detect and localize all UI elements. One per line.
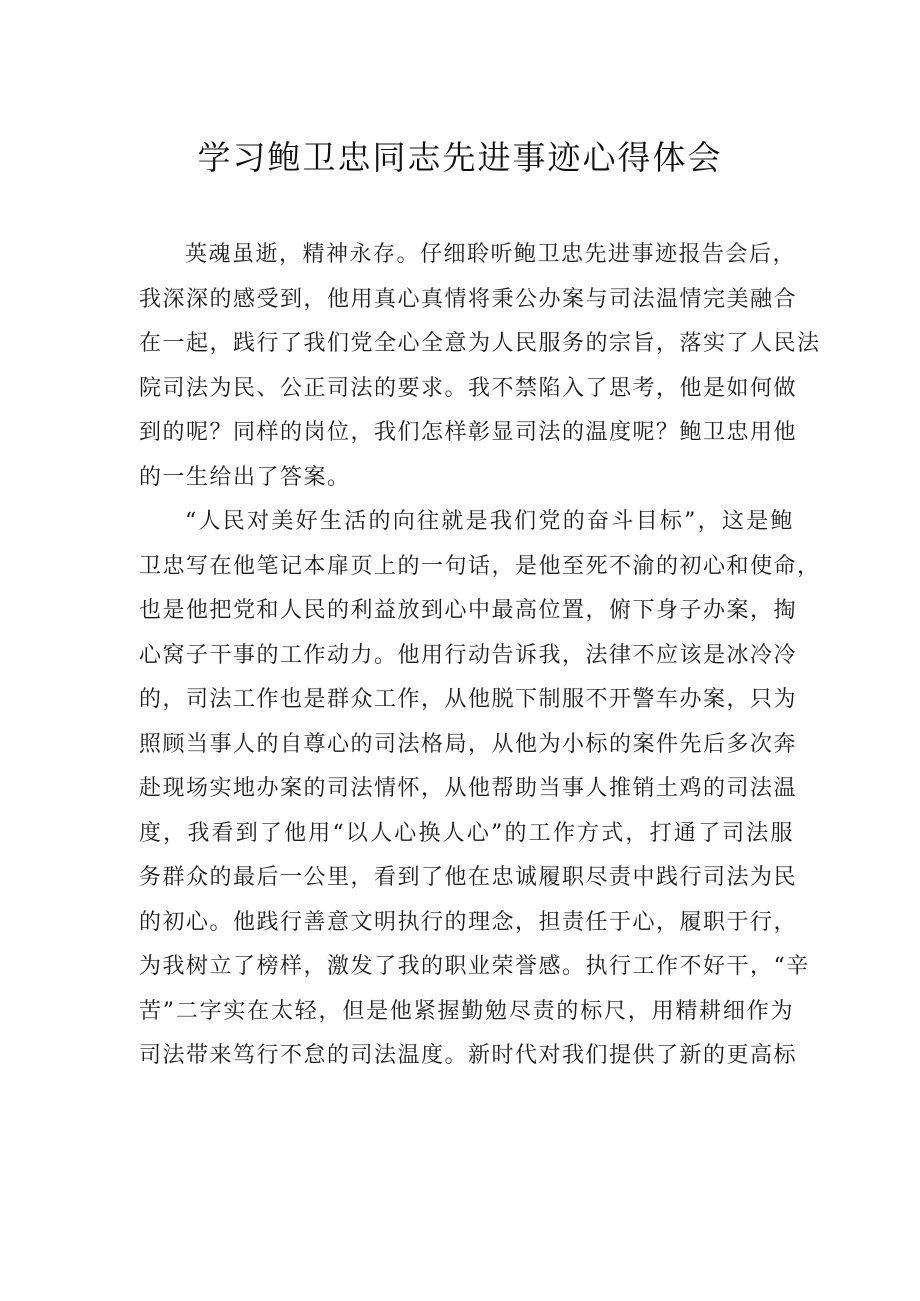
paragraph-2-line: “人民对美好生活的向往就是我们党的奋斗目标”，这是鲍 (185, 509, 794, 534)
paragraph-1-line: 到的呢？同样的岗位，我们怎样彰显司法的温度呢？鲍卫忠用他 (139, 420, 798, 445)
paragraph-2-line: 照顾当事人的自尊心的司法格局，从他为小标的案件先后多次奔 (139, 731, 798, 757)
body-text (139, 233, 821, 1079)
paragraph-2-line: 为我树立了榜样，激发了我的职业荣誉感。执行工作不好干，“辛 (139, 954, 810, 979)
paragraph-2-line: 苦”二字实在太轻，但是他紧握勤勉尽责的标尺，用精耕细作为 (139, 998, 794, 1024)
paragraph-2-line: 司法带来笃行不怠的司法温度。新时代对我们提供了新的更高标 (139, 1043, 798, 1068)
paragraph-1-line: 英魂虽逝，精神永存。仔细聆听鲍卫忠先进事迹报告会后， (185, 242, 797, 267)
paragraph-1-line: 在一起，践行了我们党全心全意为人民服务的宗旨，落实了人民法 (139, 331, 821, 356)
paragraph-2-line: 赴现场实地办案的司法情怀，从他帮助当事人推销土鸡的司法温 (139, 776, 798, 801)
paragraph-2-line: 也是他把党和人民的利益放到心中最高位置，俯下身子办案，掏 (139, 598, 798, 623)
paragraph-2-line: 心窝子干事的工作动力。他用行动告诉我，法律不应该是冰冷冷 (139, 642, 798, 668)
paragraph-2-line: 的，司法工作也是群众工作，从他脱下制服不开警车办案，只为 (139, 687, 798, 712)
paragraph-2-line: 卫忠写在他笔记本扉页上的一句话，是他至死不渝的初心和使命， (139, 553, 821, 579)
paragraph-2-line: 度，我看到了他用“以人心换人心”的工作方式，打通了司法服 (139, 820, 794, 846)
page-title: 学习鲍卫忠同志先进事迹心得体会 (197, 138, 723, 177)
paragraph-2-line: 务群众的最后一公里，看到了他在忠诚履职尽责中践行司法为民 (139, 865, 798, 890)
paragraph-1-line: 我深深的感受到，他用真心真情将秉公办案与司法温情完美融合 (139, 286, 798, 312)
paragraph-1-line: 院司法为民、公正司法的要求。我不禁陷入了思考，他是如何做 (139, 375, 798, 401)
paragraph-2-line: 的初心。他践行善意文明执行的理念，担责任于心，履职于行， (139, 909, 798, 935)
paragraph-1-line: 的一生给出了答案。 (139, 464, 351, 490)
